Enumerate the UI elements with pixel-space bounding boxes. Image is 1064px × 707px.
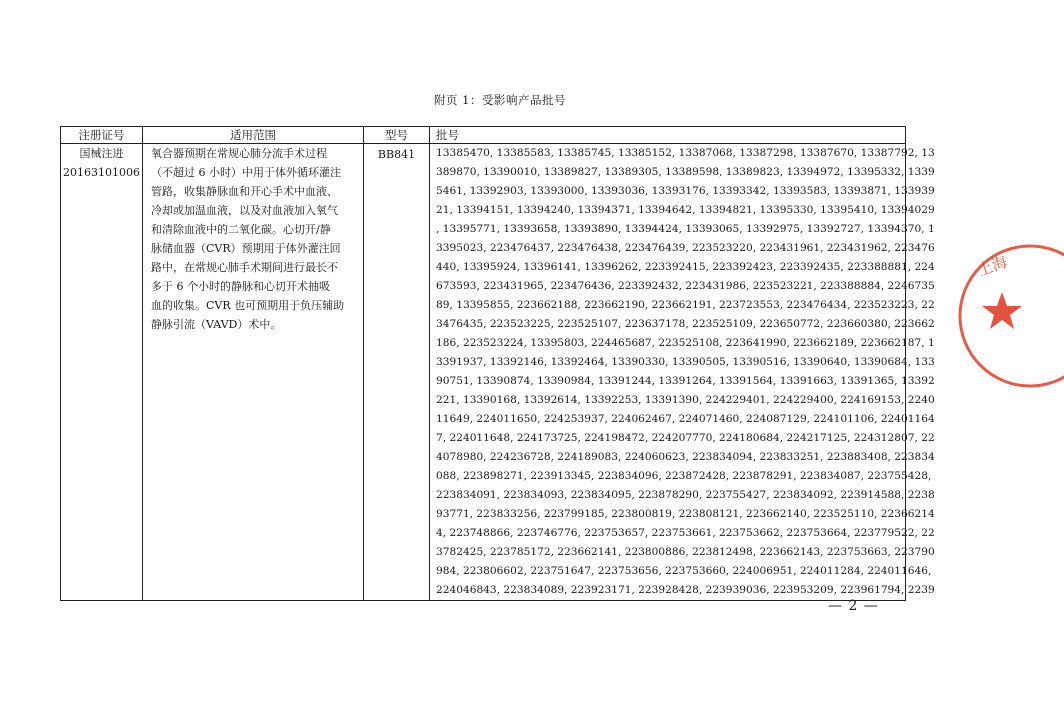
header-batch: 批号 [430,127,906,144]
seal-text: 上海 [975,252,1010,280]
batch-line: 088, 223898271, 223913345, 223834096, 223872428, 223878291, 223834087, 223755428, [436,470,932,482]
scope-line: 脉储血器（CVR）预期用于体外灌注回 [151,242,341,255]
registration-number-cell [61,144,143,601]
batch-line: 4, 223748866, 223746776, 223753657, 223753661, 223753662, 223753664, 223779522, 22 [436,527,935,539]
registration-line: 20163101006 [63,166,140,179]
scope-line: 路中，在常规心肺手术期间进行最长不 [151,261,338,274]
registration-line: 国械注进 [79,147,124,160]
scope-line: 血的收集。CVR 也可预期用于负压辅助 [151,299,345,312]
scope-line: （不超过 6 小时）中用于体外循环灌注 [151,166,341,179]
batch-line: 11649, 224011650, 224253937, 224062467, 224071460, 224087129, 224101106, 22401164 [436,413,935,425]
batch-line: 186, 223523224, 13395803, 224465687, 223525108, 223641990, 223662189, 223662187, 1 [436,337,935,349]
batch-line: 224046843, 223834089, 223923171, 223928428, 223939036, 223953209, 223961794, 2239 [436,584,935,596]
table-header-row [61,127,906,144]
header-scope: 适用范围 [143,127,364,144]
batch-line: 984, 223806602, 223751647, 223753656, 223753660, 224006951, 224011284, 224011646, [436,565,932,577]
batch-line: 440, 13395924, 13396141, 13396262, 223392415, 223392423, 223392435, 223388881, 224 [436,261,935,273]
batch-line: 3782425, 223785172, 223662141, 223800886, 223812498, 223662143, 223753663, 223790 [436,546,935,558]
header-registration: 注册证号 [61,127,143,144]
batch-line: 89, 13395855, 223662188, 223662190, 223662191, 223723553, 223476434, 223523223, 22 [436,299,935,311]
seal-star-icon [982,292,1022,329]
page-number: — 2 — [828,598,879,614]
model-cell [364,144,430,601]
seal-ring [960,246,1064,386]
header-model: 型号 [364,127,430,144]
batch-line: 3391937, 13392146, 13392464, 13390330, 13390505, 13390516, 13390640, 13390684, 133 [436,356,935,368]
page-title: 附页 1：受影响产品批号 [434,93,566,107]
batch-line: 223834091, 223834093, 223834095, 223878290, 223755427, 223834092, 223914588, 2238 [436,489,935,501]
batch-line: 13385470, 13385583, 13385745, 13385152, 13387068, 13387298, 13387670, 13387792, 13 [436,147,935,159]
batch-line: , 13395771, 13393658, 13393890, 13394424, 13393065, 13392975, 13392727, 13394370, 1 [436,223,935,235]
batch-line: 221, 13390168, 13392614, 13392253, 13391390, 224229401, 224229400, 224169153, 2240 [436,394,935,406]
batch-line: 3476435, 223523225, 223525107, 223637178, 223525109, 223650772, 223660380, 223662 [436,318,935,330]
batch-line: 3395023, 223476437, 223476438, 223476439, 223523220, 223431961, 223431962, 223476 [436,242,935,254]
scope-line: 氧合器预期在常规心肺分流手术过程 [151,147,327,160]
batch-line: 389870, 13390010, 13389827, 13389305, 13389598, 13389823, 13394972, 13395332, 1339 [436,166,935,178]
batch-line: 90751, 13390874, 13390984, 13391244, 13391264, 13391564, 13391663, 13391365, 13392 [436,375,935,387]
model-value: BB841 [377,148,416,161]
batch-line: 5461, 13392903, 13393000, 13393036, 13393176, 13393342, 13393583, 13393871, 133939 [436,185,935,197]
official-seal-stamp [944,240,1064,400]
scope-line: 静脉引流（VAVD）术中。 [151,318,282,331]
batch-line: 93771, 223833256, 223799185, 223800819, 223808121, 223662140, 223525110, 22366214 [436,508,935,520]
scope-line: 多于 6 个小时的静脉和心切开术抽吸 [151,280,330,293]
batch-line: 21, 13394151, 13394240, 13394371, 13394642, 13394821, 13395330, 13395410, 13394029 [436,204,935,216]
batch-line: 7, 224011648, 224173725, 224198472, 224207770, 224180684, 224217125, 224312807, 22 [436,432,935,444]
scope-line: 冷却或加温血液，以及对血液加入氧气 [151,204,338,217]
scope-line: 和清除血液中的二氧化碳。心切开/静 [151,223,331,236]
batch-line: 673593, 223431965, 223476436, 223392432, 223431986, 223523221, 223388884, 2246735 [436,280,935,292]
scope-cell [143,144,364,601]
batch-line: 4078980, 224236728, 224189083, 224060623, 223834094, 223833251, 223883408, 223834 [436,451,935,463]
scope-line: 管路，收集静脉血和开心手术中血液、 [151,185,338,198]
table-row [61,144,906,601]
batch-numbers-cell [430,144,935,601]
affected-products-table [60,126,935,601]
